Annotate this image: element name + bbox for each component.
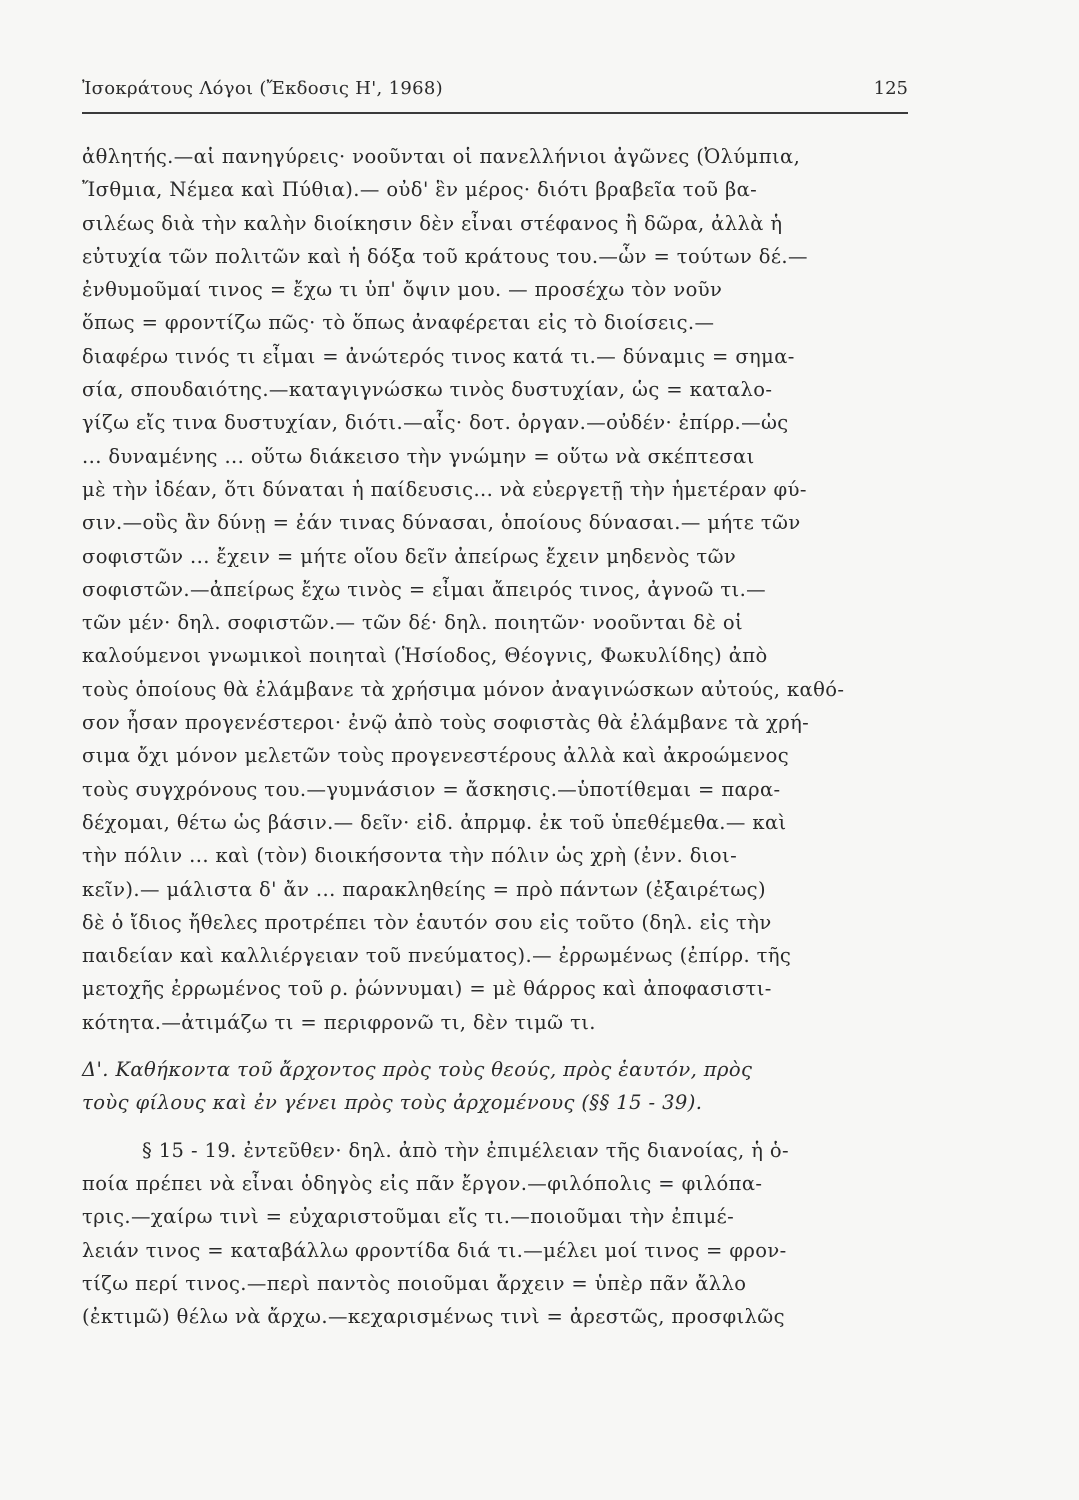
text-line: διαφέρω τινός τι εἶμαι = ἀνώτερός τινος κατά τι.— δύναμις = σημα- bbox=[82, 344, 795, 368]
text-line: § 15 - 19. ἐντεῦθεν· δηλ. ἀπὸ τὴν ἐπιμέλειαν τῆς διανοίας, ἡ ὁ- bbox=[142, 1138, 790, 1162]
text-line: τὴν πόλιν ... καὶ (τὸν) διοικήσοντα τὴν πόλιν ὡς χρὴ (ἐνν. διοι- bbox=[82, 844, 738, 868]
text-line: τῶν μέν· δηλ. σοφιστῶν.— τῶν δέ· δηλ. ποιητῶν· νοοῦνται δὲ οἱ bbox=[82, 611, 744, 635]
spacer bbox=[82, 1039, 922, 1053]
text-line: σοφιστῶν.—ἀπείρως ἔχω τινὸς = εἶμαι ἄπειρός τινος, ἀγνοῶ τι.— bbox=[82, 577, 767, 601]
text-line: τρις.—χαίρω τινὶ = εὐχαριστοῦμαι εἴς τι.—ποιοῦμαι τὴν ἐπιμέ- bbox=[82, 1205, 735, 1229]
text-line: ἐνθυμοῦμαί τινος = ἔχω τι ὑπ' ὄψιν μου. — προσέχω τὸν νοῦν bbox=[82, 278, 723, 302]
text-line: σιλέως διὰ τὴν καλὴν διοίκησιν δὲν εἶναι στέφανος ἢ δῶρα, ἀλλὰ ἡ bbox=[82, 211, 783, 235]
spacer bbox=[82, 1120, 922, 1134]
text-line: ... δυναμένης ... οὕτω διάκεισο τὴν γνώμην = οὕτω νὰ σκέπτεσαι bbox=[82, 444, 755, 468]
text-line: τοὺς συγχρόνους του.—γυμνάσιον = ἄσκησις.—ὑποτίθεμαι = παρα- bbox=[82, 777, 781, 801]
text-line: σιν.—οὓς ἂν δύνῃ = ἐάν τινας δύνασαι, ὁποίους δύνασαι.— μήτε τῶν bbox=[82, 511, 801, 535]
text-line: γίζω εἴς τινα δυστυχίαν, διότι.—αἷς· δοτ. ὀργαν.—οὐδέν· ἐπίρρ.—ὡς bbox=[82, 411, 789, 435]
commentary-text bbox=[82, 140, 922, 1333]
text-line: ποία πρέπει νὰ εἶναι ὁδηγὸς εἰς πᾶν ἔργον.—φιλόπολις = φιλόπα- bbox=[82, 1171, 763, 1195]
text-line: σιμα ὄχι μόνον μελετῶν τοὺς προγενεστέρους ἀλλὰ καὶ ἀκροώμενος bbox=[82, 744, 790, 768]
text-line: μετοχῆς ἐρρωμένος τοῦ ρ. ῥώννυμαι) = μὲ θάρρος καὶ ἀποφασιστι- bbox=[82, 977, 772, 1001]
text-line: ἀθλητής.—αἱ πανηγύρεις· νοοῦνται οἱ πανελλήνιοι ἀγῶνες (Ὀλύμπια, bbox=[82, 145, 801, 168]
section-heading: Δ'. Καθήκοντα τοῦ ἄρχοντος πρὸς τοὺς θεούς, πρὸς ἑαυτόν, πρὸς bbox=[82, 1058, 753, 1082]
text-line: ὅπως = φροντίζω πῶς· τὸ ὅπως ἀναφέρεται εἰς τὸ διοίσεις.— bbox=[82, 311, 715, 335]
text-line: Ἴσθμια, Νέμεα καὶ Πύθια).— οὐδ' ἓν μέρος· διότι βραβεῖα τοῦ βα- bbox=[82, 178, 758, 202]
section-heading: τοὺς φίλους καὶ ἐν γένει πρὸς τοὺς ἀρχομένους (§§ 15 - 39). bbox=[82, 1091, 703, 1115]
text-line: εὐτυχία τῶν πολιτῶν καὶ ἡ δόξα τοῦ κράτους του.—ὧν = τούτων δέ.— bbox=[82, 244, 808, 268]
text-line: τοὺς ὁποίους θὰ ἐλάμβανε τὰ χρήσιμα μόνον ἀναγινώσκων αὐτούς, καθό- bbox=[82, 677, 845, 701]
text-line: κεῖν).— μάλιστα δ' ἄν ... παρακληθείης = πρὸ πάντων (ἐξαιρέτως) bbox=[82, 877, 767, 901]
text-line: τίζω περί τινος.—περὶ παντὸς ποιοῦμαι ἄρχειν = ὑπὲρ πᾶν ἄλλο bbox=[82, 1271, 747, 1295]
text-line: λειάν τινος = καταβάλλω φροντίδα διά τι.—μέλει μοί τινος = φρον- bbox=[82, 1238, 787, 1262]
text-line: δέχομαι, θέτω ὡς βάσιν.— δεῖν· εἰδ. ἀπρμφ. ἐκ τοῦ ὑπεθέμεθα.— καὶ bbox=[82, 810, 787, 834]
running-header bbox=[82, 72, 908, 104]
text-line: παιδείαν καὶ καλλιέργειαν τοῦ πνεύματος).— ἐρρωμένως (ἐπίρρ. τῆς bbox=[82, 944, 792, 968]
text-line: καλούμενοι γνωμικοὶ ποιηταὶ (Ἡσίοδος, Θέογνις, Φωκυλίδης) ἀπὸ bbox=[82, 644, 768, 668]
text-line: σον ἦσαν προγενέστεροι· ἐνῷ ἀπὸ τοὺς σοφιστὰς θὰ ἐλάμβανε τὰ χρή- bbox=[82, 711, 810, 735]
text-line: μὲ τὴν ἰδέαν, ὅτι δύναται ἡ παίδευσις... νὰ εὐεργετῇ τὴν ἡμετέραν φύ- bbox=[82, 477, 807, 501]
text-line: σία, σπουδαιότης.—καταγιγνώσκω τινὸς δυστυχίαν, ὡς = καταλο- bbox=[82, 378, 773, 402]
text-line: σοφιστῶν ... ἔχειν = μήτε οἵου δεῖν ἀπείρως ἔχειν μηδενὸς τῶν bbox=[82, 544, 737, 568]
page-number: 125 bbox=[873, 78, 908, 99]
text-line: (ἐκτιμῶ) θέλω νὰ ἄρχω.—κεχαρισμένως τινὶ = ἀρεστῶς, προσφιλῶς bbox=[82, 1305, 785, 1329]
header-rule bbox=[82, 112, 908, 114]
header-title: Ἰσοκράτους Λόγοι (Ἔκδοσις Η', 1968) bbox=[82, 78, 443, 99]
text-line: κότητα.—ἀτιμάζω τι = περιφρονῶ τι, δὲν τιμῶ τι. bbox=[82, 1010, 596, 1034]
text-line: δὲ ὁ ἴδιος ἤθελες προτρέπει τὸν ἑαυτόν σου εἰς τοῦτο (δηλ. εἰς τὴν bbox=[82, 910, 772, 934]
